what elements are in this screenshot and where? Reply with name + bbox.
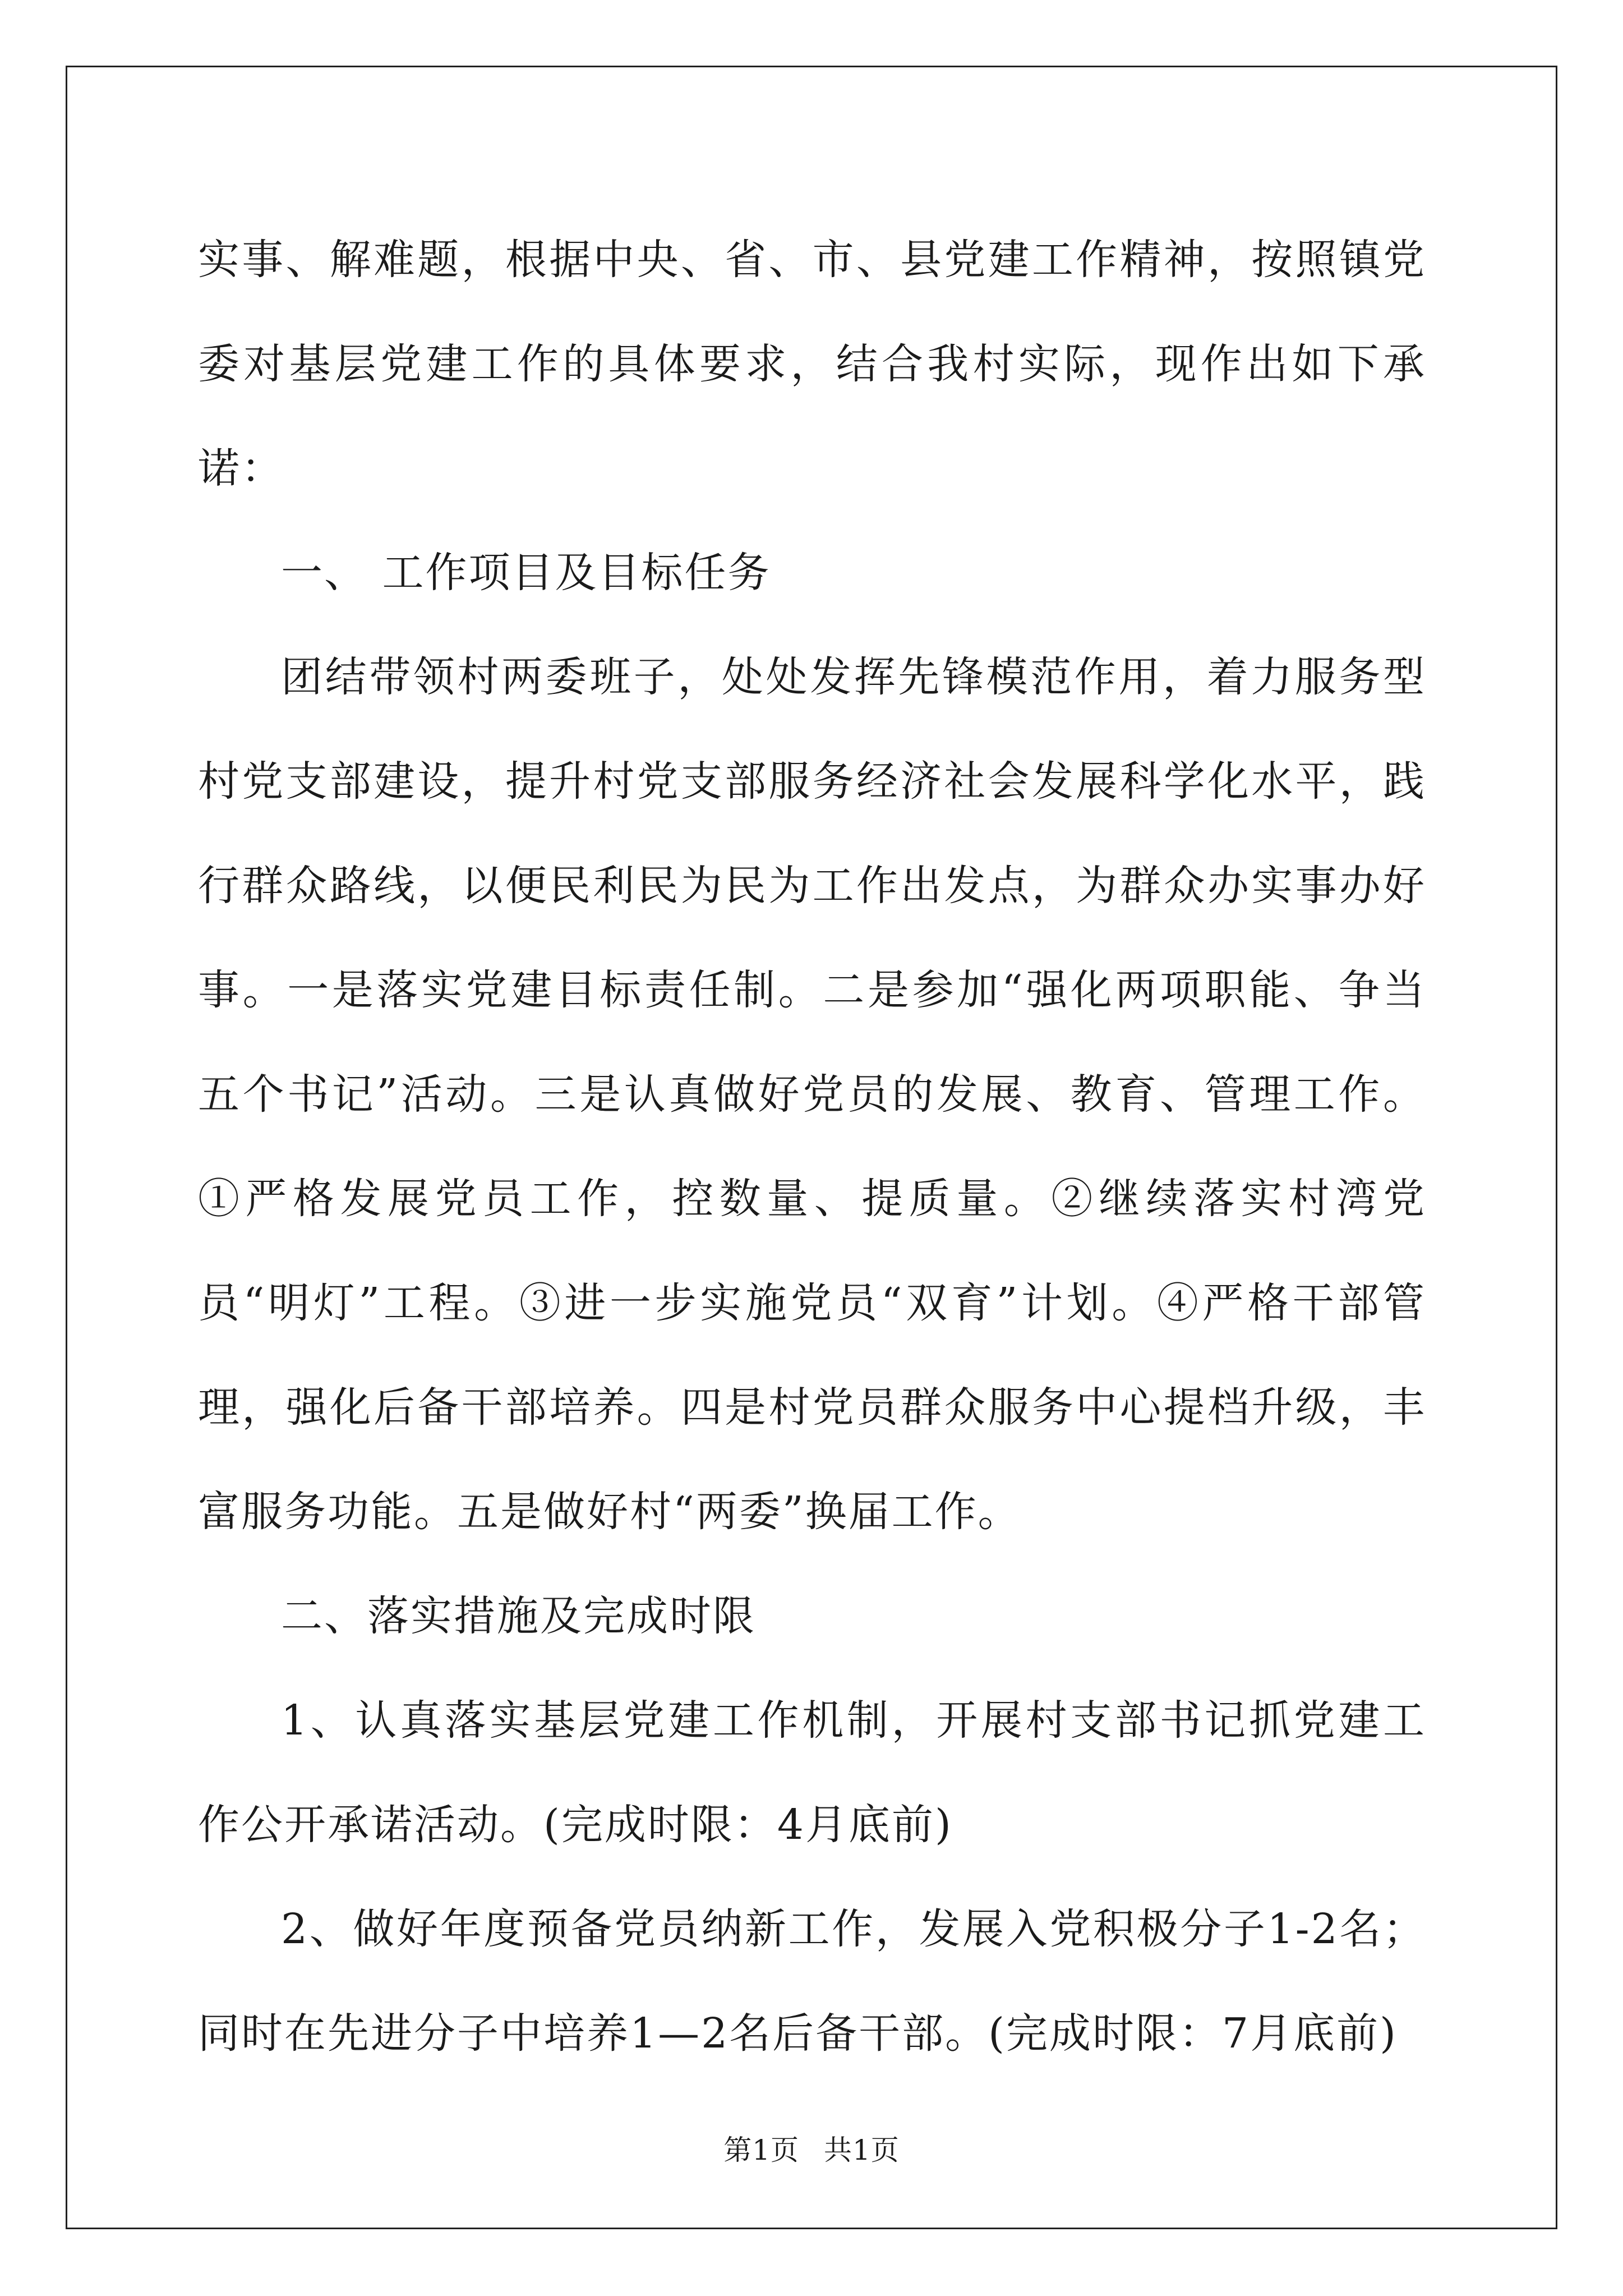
page-footer: [0, 2133, 1623, 2167]
document-body: [198, 208, 1426, 2086]
list-item-1: 1、认真落实基层党建工作机制，开展村支部书记抓党建工作公开承诺活动。(完成时限：4月底前): [198, 1696, 1426, 1849]
section-heading-2: 二、落实措施及完成时限: [281, 1592, 756, 1640]
paragraph-intro: 实事、解难题，根据中央、省、市、县党建工作精神，按照镇党委对基层党建工作的具体要求，结合我村实际，现作出如下承诺：: [198, 236, 1426, 493]
page-number-total: 共1页: [824, 2134, 900, 2166]
page-number-current: 第1页: [723, 2134, 799, 2166]
section-heading-1: 一、 工作项目及目标任务: [281, 549, 771, 597]
list-item-2: 2、做好年度预备党员纳新工作，发展入党积极分子1-2名；同时在先进分子中培养1—2名后备干部。(完成时限：7月底前): [198, 1905, 1426, 2058]
paragraph-tasks: 团结带领村两委班子，处处发挥先锋模范作用，着力服务型村党支部建设，提升村党支部服务经济社会发展科学化水平，践行群众路线，以便民利民为民为工作出发点，为群众办实事办好事。一是落实党建目标责任制。二是参加“强化两项职能、争当五个书记”活动。三是认真做好党员的发展、教育、管理工作。①严格发展党员工作，控数量、提质量。②继续落实村湾党员“明灯”工程。③进一步实施党员“双育”计划。④严格干部管理，强化后备干部培养。四是村党员群众服务中心提档升级，丰富服务功能。五是做好村“两委”换届工作。: [198, 653, 1426, 1536]
